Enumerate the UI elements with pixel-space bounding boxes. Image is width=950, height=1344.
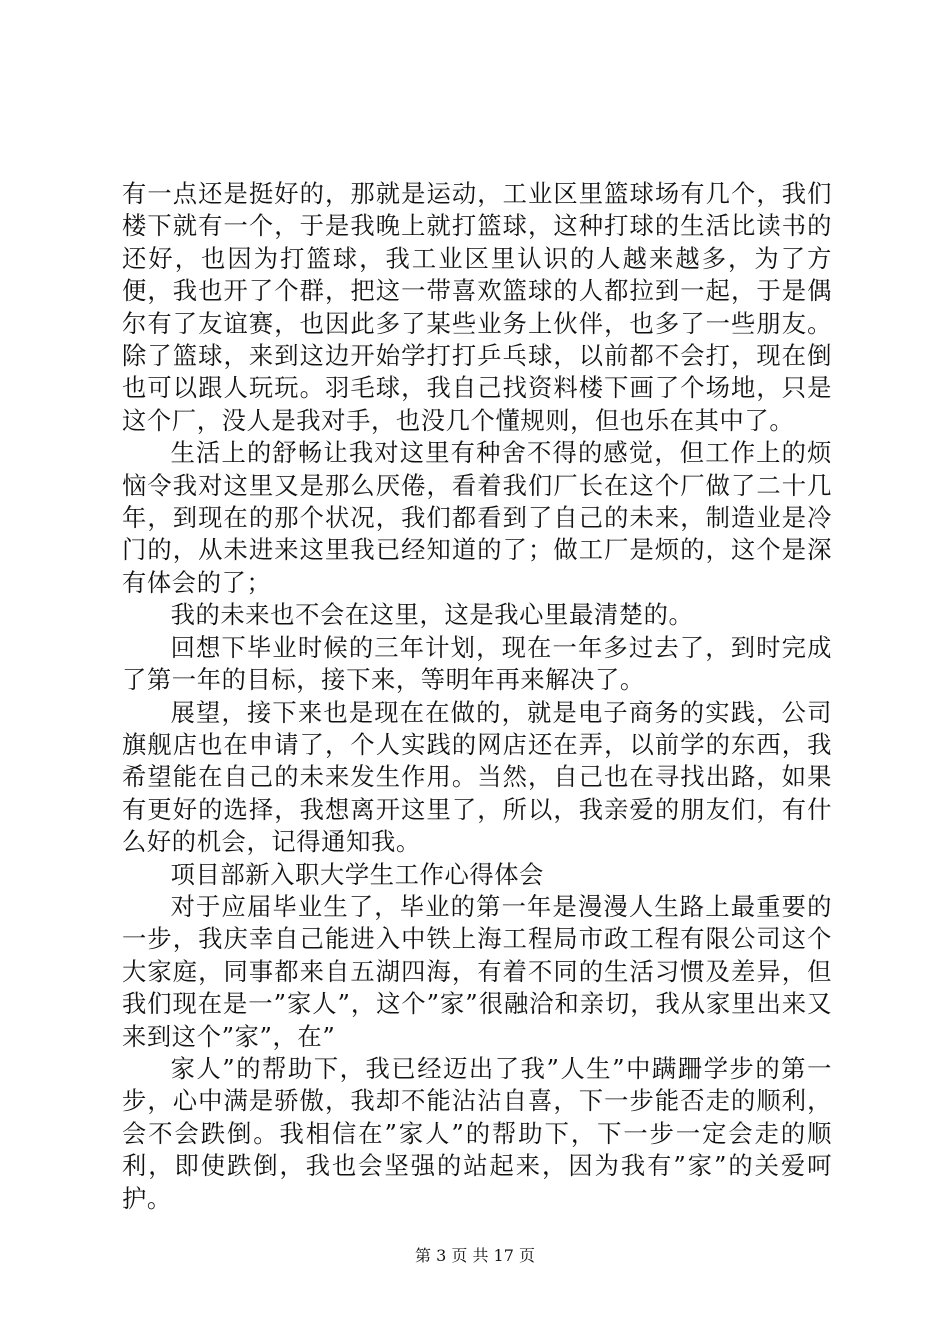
paragraph-6: 对于应届毕业生了，毕业的第一年是漫漫人生路上最重要的一步，我庆幸自己能进入中铁上海工程局市政工程有限公司这个大家庭，同事都来自五湖四海，有着不同的生活习惯及差异，但我们现在是一”家人”，这个”家”很融洽和亲切，我从家里出来又来到这个”家”，在”: [122, 891, 832, 1051]
page-number-footer: 第 3 页 共 17 页: [415, 1246, 535, 1265]
paragraph-2: 生活上的舒畅让我对这里有种舍不得的感觉，但工作上的烦恼令我对这里又是那么厌倦，看着我们厂长在这个厂做了二十几年，到现在的那个状况，我们都看到了自己的未来，制造业是冷门的，从未进来这里我已经知道的了；做工厂是烦的，这个是深有体会的了；: [122, 438, 832, 597]
section-heading: 项目部新入职大学生工作心得体会: [170, 859, 545, 889]
paragraph-3: 我的未来也不会在这里，这是我心里最清楚的。: [170, 600, 694, 630]
paragraph-1: 有一点还是挺好的，那就是运动，工业区里篮球场有几个，我们楼下就有一个，于是我晚上就打篮球，这种打球的生活比读书的还好，也因为打篮球，我工业区里认识的人越来越多，为了方便，我也开了个群，把这一带喜欢篮球的人都拉到一起，于是偶尔有了友谊赛，也因此多了某些业务上伙伴，也多了一些朋友。除了篮球，来到这边开始学打打乒乓球，以前都不会打，现在倒也可以跟人玩玩。羽毛球，我自己找资料楼下画了个场地，只是这个厂，没人是我对手，也没几个懂规则，但也乐在其中了。: [122, 179, 832, 435]
paragraph-7: 家人”的帮助下，我已经迈出了我”人生”中蹒跚学步的第一步，心中满是骄傲，我却不能沾沾自喜，下一步能否走的顺利，会不会跌倒。我相信在”家人”的帮助下，下一步一定会走的顺利，即使跌倒，我也会坚强的站起来，因为我有”家”的关爱呵护。: [122, 1053, 832, 1213]
paragraph-5: 展望，接下来也是现在在做的，就是电子商务的实践，公司旗舰店也在申请了，个人实践的网店还在弄，以前学的东西，我希望能在自己的未来发生作用。当然，自己也在寻找出路，如果有更好的选择，我想离开这里了，所以，我亲爱的朋友们，有什么好的机会，记得通知我。: [122, 697, 832, 857]
document-body: [122, 178, 832, 1215]
paragraph-4: 回想下毕业时候的三年计划，现在一年多过去了，到时完成了第一年的目标，接下来，等明年再来解决了。: [122, 632, 832, 695]
